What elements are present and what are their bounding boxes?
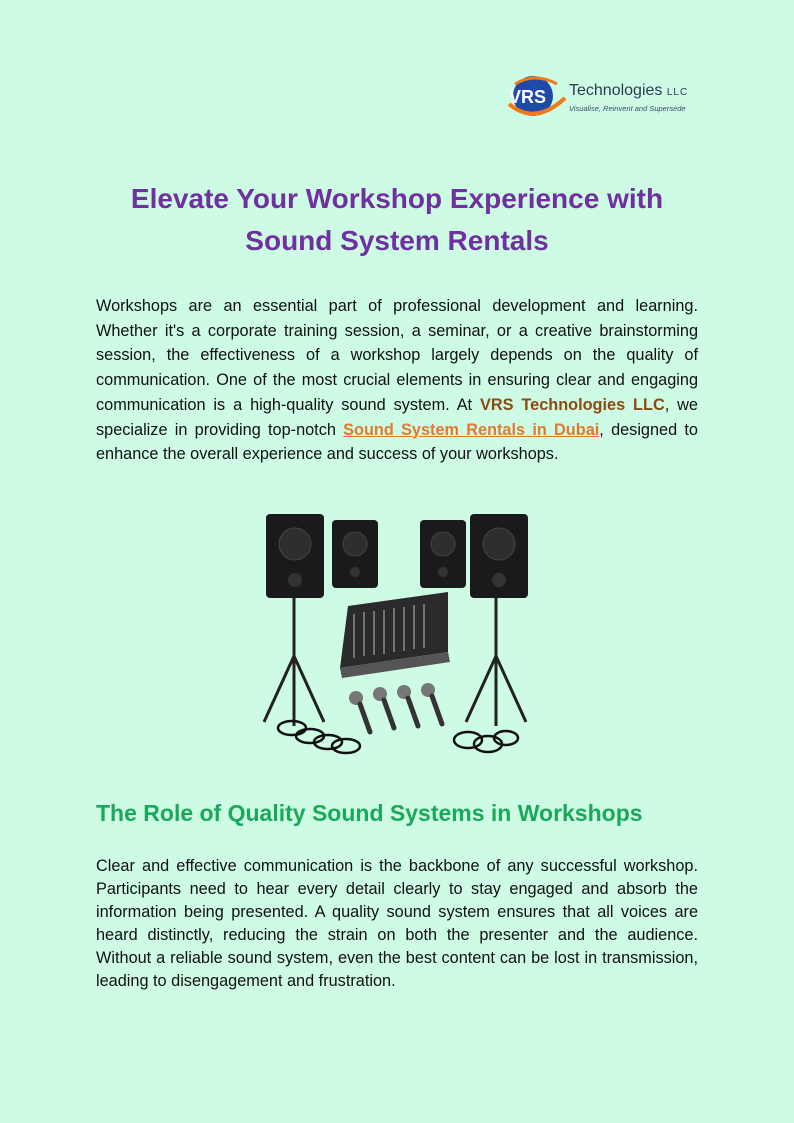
brand-name: VRS Technologies LLC (480, 395, 665, 414)
page-title: Elevate Your Workshop Experience with Sound System Rentals (130, 183, 664, 256)
section-heading: The Role of Quality Sound Systems in Workshops (96, 800, 643, 826)
company-logo (505, 74, 705, 124)
intro-paragraph (96, 294, 698, 467)
sound-system-equipment-image (258, 506, 538, 762)
intro-text-end: , designed to enhance the overall experience and success of your workshops. (96, 420, 698, 464)
sound-system-rentals-link[interactable]: Sound System Rentals in Dubai (343, 420, 600, 439)
logo-tagline: Visualise, Reinvent and Supersede (569, 104, 686, 113)
logo-name: Technologies (569, 82, 663, 99)
logo-suffix: LLC (666, 87, 689, 98)
intro-text-middle: , we specialize in providing top-notch (96, 395, 698, 439)
logo-initials: VRS (509, 87, 547, 107)
vrs-logo-icon (505, 74, 567, 120)
intro-text-start: Workshops are an essential part of professional development and learning. Whether it's a corporate training session, a seminar, or a creative brainstorming session, the effectiveness of a workshop largely depends on the quality of communication. One of the most crucial elements in ensuring clear and engaging communication is a high-quality sound system. At (96, 297, 698, 414)
section-paragraph: Clear and effective communication is the backbone of any successful workshop. Participants need to hear every detail clearly to stay engaged and absorb the information being presented. A quality sound system ensures that all voices are heard distinctly, reducing the strain on both the presenter and the audience. Without a reliable sound system, even the best content can be lost in transmission, leading to disengagement and frustration. (96, 857, 698, 990)
